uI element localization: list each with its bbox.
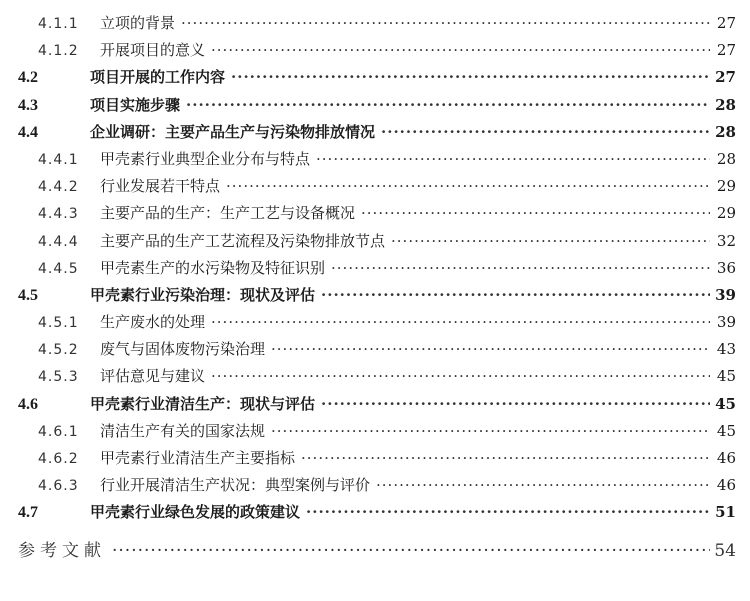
- toc-entry-4-4-3[interactable]: [0, 200, 750, 227]
- toc-entry-page: 28: [715, 95, 736, 114]
- toc-entry-page: 46: [716, 449, 736, 467]
- toc-entry-number: 4.5.1: [38, 315, 79, 332]
- toc-entry-page: 46: [716, 476, 736, 495]
- toc-entry-number: 4.5.3: [38, 369, 79, 386]
- toc-entry-number: 4.4.4: [38, 233, 79, 250]
- dot-leader: [321, 391, 710, 418]
- toc-entry-4-6-3[interactable]: [0, 472, 750, 499]
- dot-leader: [301, 445, 710, 472]
- toc-entry-page: 29: [716, 204, 736, 223]
- dot-leader: [331, 255, 710, 282]
- dot-leader: [211, 37, 710, 64]
- toc-entry-4-6-2[interactable]: [0, 445, 750, 472]
- dot-leader: [321, 282, 710, 309]
- dot-leader: [271, 418, 710, 445]
- toc-entry-title: 甲壳素行业清洁生产：现状与评估: [90, 394, 316, 413]
- toc-entry-title: 甲壳素行业典型企业分布与特点: [100, 149, 311, 168]
- toc-entry-title: 参考文献: [18, 540, 106, 561]
- toc-entry-title: 项目实施步骤: [90, 95, 181, 114]
- toc-entry-number: 4.7: [18, 504, 38, 522]
- toc-entry-number: 4.4: [18, 123, 38, 141]
- toc-entry-title: 生产废水的处理: [100, 313, 206, 332]
- toc-entry-4-4-4[interactable]: [0, 228, 750, 255]
- toc-entry-page: 51: [715, 503, 736, 522]
- toc-entry-number: 4.2: [18, 69, 38, 87]
- toc-entry-4-5[interactable]: [0, 282, 750, 309]
- toc-entry-page: 36: [716, 258, 736, 277]
- dot-leader: [186, 92, 710, 119]
- toc-entry-page: 43: [716, 340, 736, 359]
- toc-entry-number: 4.1.2: [38, 43, 79, 60]
- toc-entry-page: 29: [716, 177, 736, 196]
- toc-entry-page: 28: [715, 122, 736, 141]
- toc-entry-title: 企业调研：主要产品生产与污染物排放情况: [90, 122, 376, 141]
- toc-entry-page: 32: [716, 231, 736, 250]
- toc-entry-title: 甲壳素行业清洁生产主要指标: [100, 449, 296, 467]
- toc-entry-title: 行业开展清洁生产状况：典型案例与评价: [100, 476, 371, 495]
- dot-leader: [112, 536, 710, 566]
- dot-leader: [226, 173, 710, 200]
- toc-entry-title: 评估意见与建议: [100, 367, 206, 386]
- toc-entry-4-6[interactable]: [0, 391, 750, 418]
- toc-entry-title: 项目开展的工作内容: [90, 68, 226, 87]
- toc-entry-title: 主要产品的生产工艺流程及污染物排放节点: [100, 231, 386, 250]
- toc-entry-title: 废气与固体废物污染治理: [100, 340, 266, 359]
- toc-entry-number: 4.4.5: [38, 260, 79, 277]
- dot-leader: [181, 10, 710, 37]
- toc-entry-4-4-2[interactable]: [0, 173, 750, 200]
- toc-entry-page: 45: [716, 421, 736, 440]
- toc-entry-title: 立项的背景: [100, 14, 176, 32]
- toc-entry-references[interactable]: [0, 536, 750, 566]
- dot-leader: [211, 309, 710, 336]
- toc-entry-number: 4.6.3: [38, 478, 79, 495]
- toc-entry-page: 39: [716, 313, 736, 332]
- toc-entry-page: 27: [715, 68, 736, 87]
- toc-entry-4-4-1[interactable]: [0, 146, 750, 173]
- toc-entry-page: 27: [716, 14, 736, 32]
- toc-entry-4-2[interactable]: [0, 64, 750, 91]
- toc-entry-title: 甲壳素行业绿色发展的政策建议: [90, 503, 301, 522]
- toc-entry-title: 主要产品的生产：生产工艺与设备概况: [100, 204, 356, 223]
- dot-leader: [231, 64, 710, 91]
- toc-entry-4-4-5[interactable]: [0, 255, 750, 282]
- toc-entry-number: 4.4.2: [38, 179, 79, 196]
- toc-entry-number: 4.4.1: [38, 151, 79, 168]
- toc-entry-title: 清洁生产有关的国家法规: [100, 421, 266, 440]
- dot-leader: [361, 200, 710, 227]
- dot-leader: [271, 336, 710, 363]
- toc-entry-4-4[interactable]: [0, 119, 750, 146]
- toc-entry-4-5-1[interactable]: [0, 309, 750, 336]
- toc-entry-number: 4.6: [18, 395, 38, 413]
- toc-entry-4-3[interactable]: [0, 92, 750, 119]
- toc-entry-number: 4.5.2: [38, 342, 79, 359]
- toc-entry-page: 28: [716, 149, 736, 168]
- toc-entry-number: 4.5: [18, 286, 38, 304]
- toc-entry-4-5-3[interactable]: [0, 363, 750, 390]
- dot-leader: [211, 363, 710, 390]
- toc-entry-page: 45: [715, 394, 736, 413]
- toc-entry-title: 甲壳素行业污染治理：现状及评估: [90, 285, 316, 304]
- toc-entry-4-7[interactable]: [0, 499, 750, 526]
- toc-entry-4-6-1[interactable]: [0, 418, 750, 445]
- toc-entry-title: 甲壳素生产的水污染物及特征识别: [100, 258, 326, 277]
- toc-entry-number: 4.1.1: [38, 16, 79, 32]
- table-of-contents: [0, 10, 750, 566]
- dot-leader: [316, 146, 710, 173]
- toc-entry-4-5-2[interactable]: [0, 336, 750, 363]
- toc-entry-page: 27: [716, 41, 736, 60]
- toc-entry-number: 4.6.1: [38, 423, 79, 440]
- toc-entry-number: 4.3: [18, 96, 38, 114]
- toc-entry-4-1-2[interactable]: [0, 37, 750, 64]
- dot-leader: [376, 472, 710, 499]
- toc-entry-4-1-1[interactable]: [0, 10, 750, 37]
- dot-leader: [391, 228, 710, 255]
- dot-leader: [381, 119, 710, 146]
- dot-leader: [306, 499, 710, 526]
- toc-entry-title: 开展项目的意义: [100, 41, 206, 60]
- toc-entry-number: 4.6.2: [38, 451, 79, 467]
- toc-entry-number: 4.4.3: [38, 206, 79, 223]
- toc-entry-page: 54: [714, 540, 736, 561]
- toc-entry-page: 39: [715, 285, 736, 304]
- toc-entry-page: 45: [716, 367, 736, 386]
- toc-entry-title: 行业发展若干特点: [100, 177, 221, 196]
